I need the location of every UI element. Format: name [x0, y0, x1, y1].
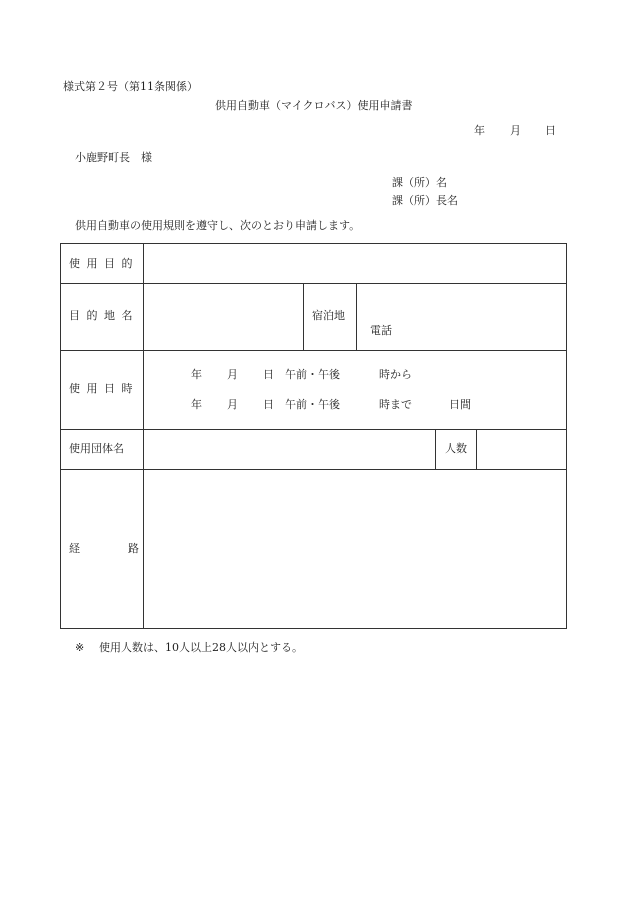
route-label-char-2: 路 [128, 542, 139, 555]
document-title: 供用自動車（マイクロバス）使用申請書 [215, 99, 413, 112]
start-ampm-option[interactable]: 午前・午後 [285, 368, 340, 381]
form-number: 様式第２号（第11条関係） [63, 80, 198, 93]
dept-name-label: 課（所）名 [392, 176, 447, 189]
headcount-field[interactable] [478, 431, 565, 468]
lodging-label: 宿泊地 [312, 309, 345, 322]
phone-label: 電話 [370, 324, 392, 337]
purpose-field[interactable] [145, 245, 565, 282]
end-ampm-option[interactable]: 午前・午後 [285, 398, 340, 411]
row-divider [61, 283, 566, 284]
intro-text: 供用自動車の使用規則を遵守し、次のとおり申請します。 [75, 219, 361, 232]
end-year-label: 年 [191, 398, 202, 411]
row-divider [61, 429, 566, 430]
duration-days-label: 日間 [449, 398, 471, 411]
headcount-label: 人数 [445, 442, 467, 455]
application-form-table [60, 243, 567, 629]
row-divider [61, 350, 566, 351]
route-field[interactable] [145, 471, 565, 627]
start-time-label: 時から [379, 368, 412, 381]
purpose-label: 使用目的 [69, 257, 139, 270]
row-divider [61, 469, 566, 470]
start-month-label: 月 [227, 368, 238, 381]
end-month-label: 月 [227, 398, 238, 411]
date-year-label: 年 [474, 124, 485, 137]
end-time-label: 時まで [379, 398, 412, 411]
lodging-field[interactable] [358, 285, 565, 349]
headcount-divider-right [476, 429, 477, 469]
lodging-divider-right [356, 283, 357, 350]
datetime-label: 使用日時 [69, 382, 139, 395]
start-year-label: 年 [191, 368, 202, 381]
group-label: 使用団体名 [69, 442, 124, 455]
headcount-note: 使用人数は、10人以上28人以内とする。 [99, 641, 303, 654]
date-day-label: 日 [545, 124, 556, 137]
start-day-label: 日 [263, 368, 274, 381]
addressee: 小鹿野町長 様 [75, 151, 152, 164]
headcount-divider-left [435, 429, 436, 469]
label-column-divider [143, 244, 144, 628]
group-field[interactable] [145, 431, 434, 468]
destination-label: 目的地名 [69, 309, 139, 322]
destination-field[interactable] [145, 285, 302, 349]
lodging-divider-left [303, 283, 304, 350]
date-month-label: 月 [510, 124, 521, 137]
dept-head-label: 課（所）長名 [392, 194, 458, 207]
note-mark: ※ [75, 641, 85, 654]
route-label-char-1: 経 [69, 542, 80, 555]
end-day-label: 日 [263, 398, 274, 411]
